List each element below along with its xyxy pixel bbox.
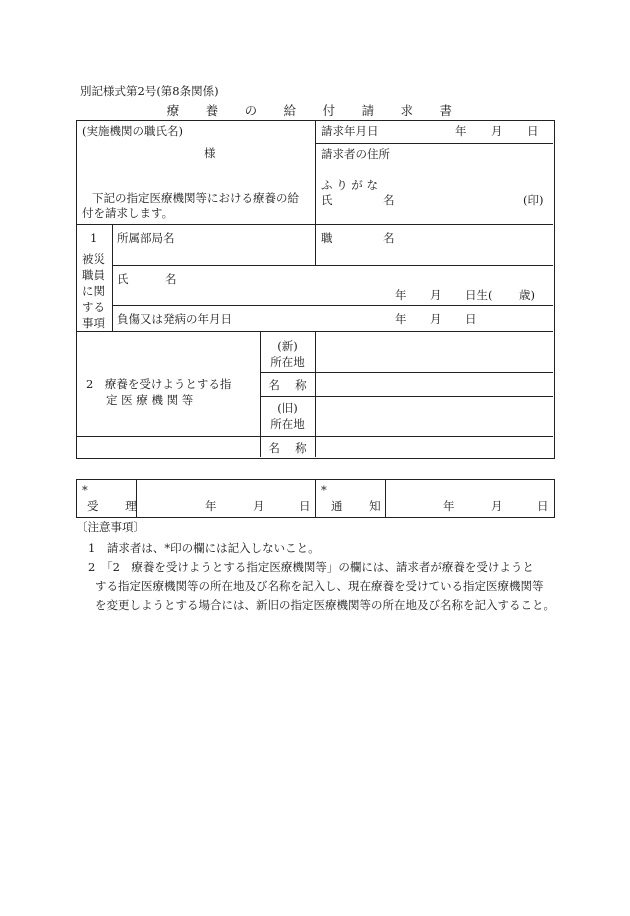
claimant-name-label-mei: 名: [383, 193, 395, 207]
claimant-address-label: 請求者の住所: [321, 147, 390, 161]
receipt-year-label: 年: [205, 499, 217, 513]
victim-name-label-shi: 氏: [117, 272, 129, 286]
old-name-label: 名 称: [268, 441, 307, 455]
request-year-label: 年: [455, 124, 467, 138]
new-location-label: 所在地: [270, 355, 305, 369]
birth-day-label: 日生(: [465, 288, 493, 302]
new-name-label: 名 称: [268, 378, 307, 392]
victim-section-label-4: する: [82, 300, 105, 314]
department-label: 所属部局名: [117, 231, 175, 245]
victim-section-number: 1: [90, 231, 98, 245]
new-label: (新): [277, 339, 298, 353]
note-1: 1 請求者は、*印の欄には記入しないこと。: [88, 541, 320, 555]
receipt-asterisk: *: [82, 483, 88, 497]
birth-month-label: 月: [430, 288, 442, 302]
note-2-line3: を変更しようとする場合には、新旧の指定医療機関等の所在地及び名称を記入すること。: [95, 598, 555, 612]
page-title: 療 養 の 給 付 請 求 書: [166, 103, 464, 118]
furigana-label: ふ り が な: [321, 178, 378, 192]
old-location-label: 所在地: [270, 417, 305, 431]
sama-label: 様: [204, 146, 216, 160]
notice-month-label: 月: [491, 499, 503, 513]
position-label-shoku: 職: [321, 231, 333, 245]
notes-heading: 〔注意事項〕: [76, 520, 145, 534]
injury-date-label: 負傷又は発病の年月日: [117, 312, 232, 326]
receipt-day-label: 日: [299, 499, 311, 513]
request-month-label: 月: [491, 124, 503, 138]
age-label: 歳): [519, 288, 535, 302]
seal-label: (印): [523, 193, 544, 207]
notice-asterisk: *: [321, 483, 327, 497]
victim-section-label-3: に関: [82, 284, 105, 298]
injury-month-label: 月: [430, 312, 442, 326]
institution-head-label: (実施機関の職氏名): [82, 124, 183, 138]
request-day-label: 日: [527, 124, 539, 138]
note-2-line1: 2 「2 療養を受けようとする指定医療機関等」の欄には、請求者が療養を受けようと: [88, 560, 534, 574]
notice-label: 通 知: [331, 499, 381, 513]
injury-day-label: 日: [465, 312, 477, 326]
request-statement-line1: 下記の指定医療機関等における療養の給: [92, 191, 299, 205]
notice-day-label: 日: [537, 499, 549, 513]
receipt-label: 受 理: [87, 499, 137, 513]
institution-section-line2: 定 医 療 機 関 等: [106, 393, 194, 407]
victim-section-label-1: 被災: [82, 252, 105, 266]
request-statement-line2: 付を請求します。: [82, 206, 174, 220]
form-label: 別記様式第2号(第8条関係): [80, 84, 219, 98]
claimant-name-label-shi: 氏: [321, 193, 333, 207]
institution-section-line1: 2 療養を受けようとする指: [86, 377, 232, 391]
victim-section-label-2: 職員: [82, 268, 105, 282]
birth-year-label: 年: [395, 288, 407, 302]
notice-year-label: 年: [443, 499, 455, 513]
victim-section-label-5: 事項: [82, 316, 105, 330]
old-label: (旧): [277, 401, 298, 415]
note-2-line2: する指定医療機関等の所在地及び名称を記入し、現在療養を受けている指定医療機関等: [95, 579, 544, 593]
receipt-month-label: 月: [253, 499, 265, 513]
victim-name-label-mei: 名: [165, 272, 177, 286]
injury-year-label: 年: [395, 312, 407, 326]
request-date-label: 請求年月日: [321, 124, 379, 138]
position-label-mei: 名: [383, 231, 395, 245]
